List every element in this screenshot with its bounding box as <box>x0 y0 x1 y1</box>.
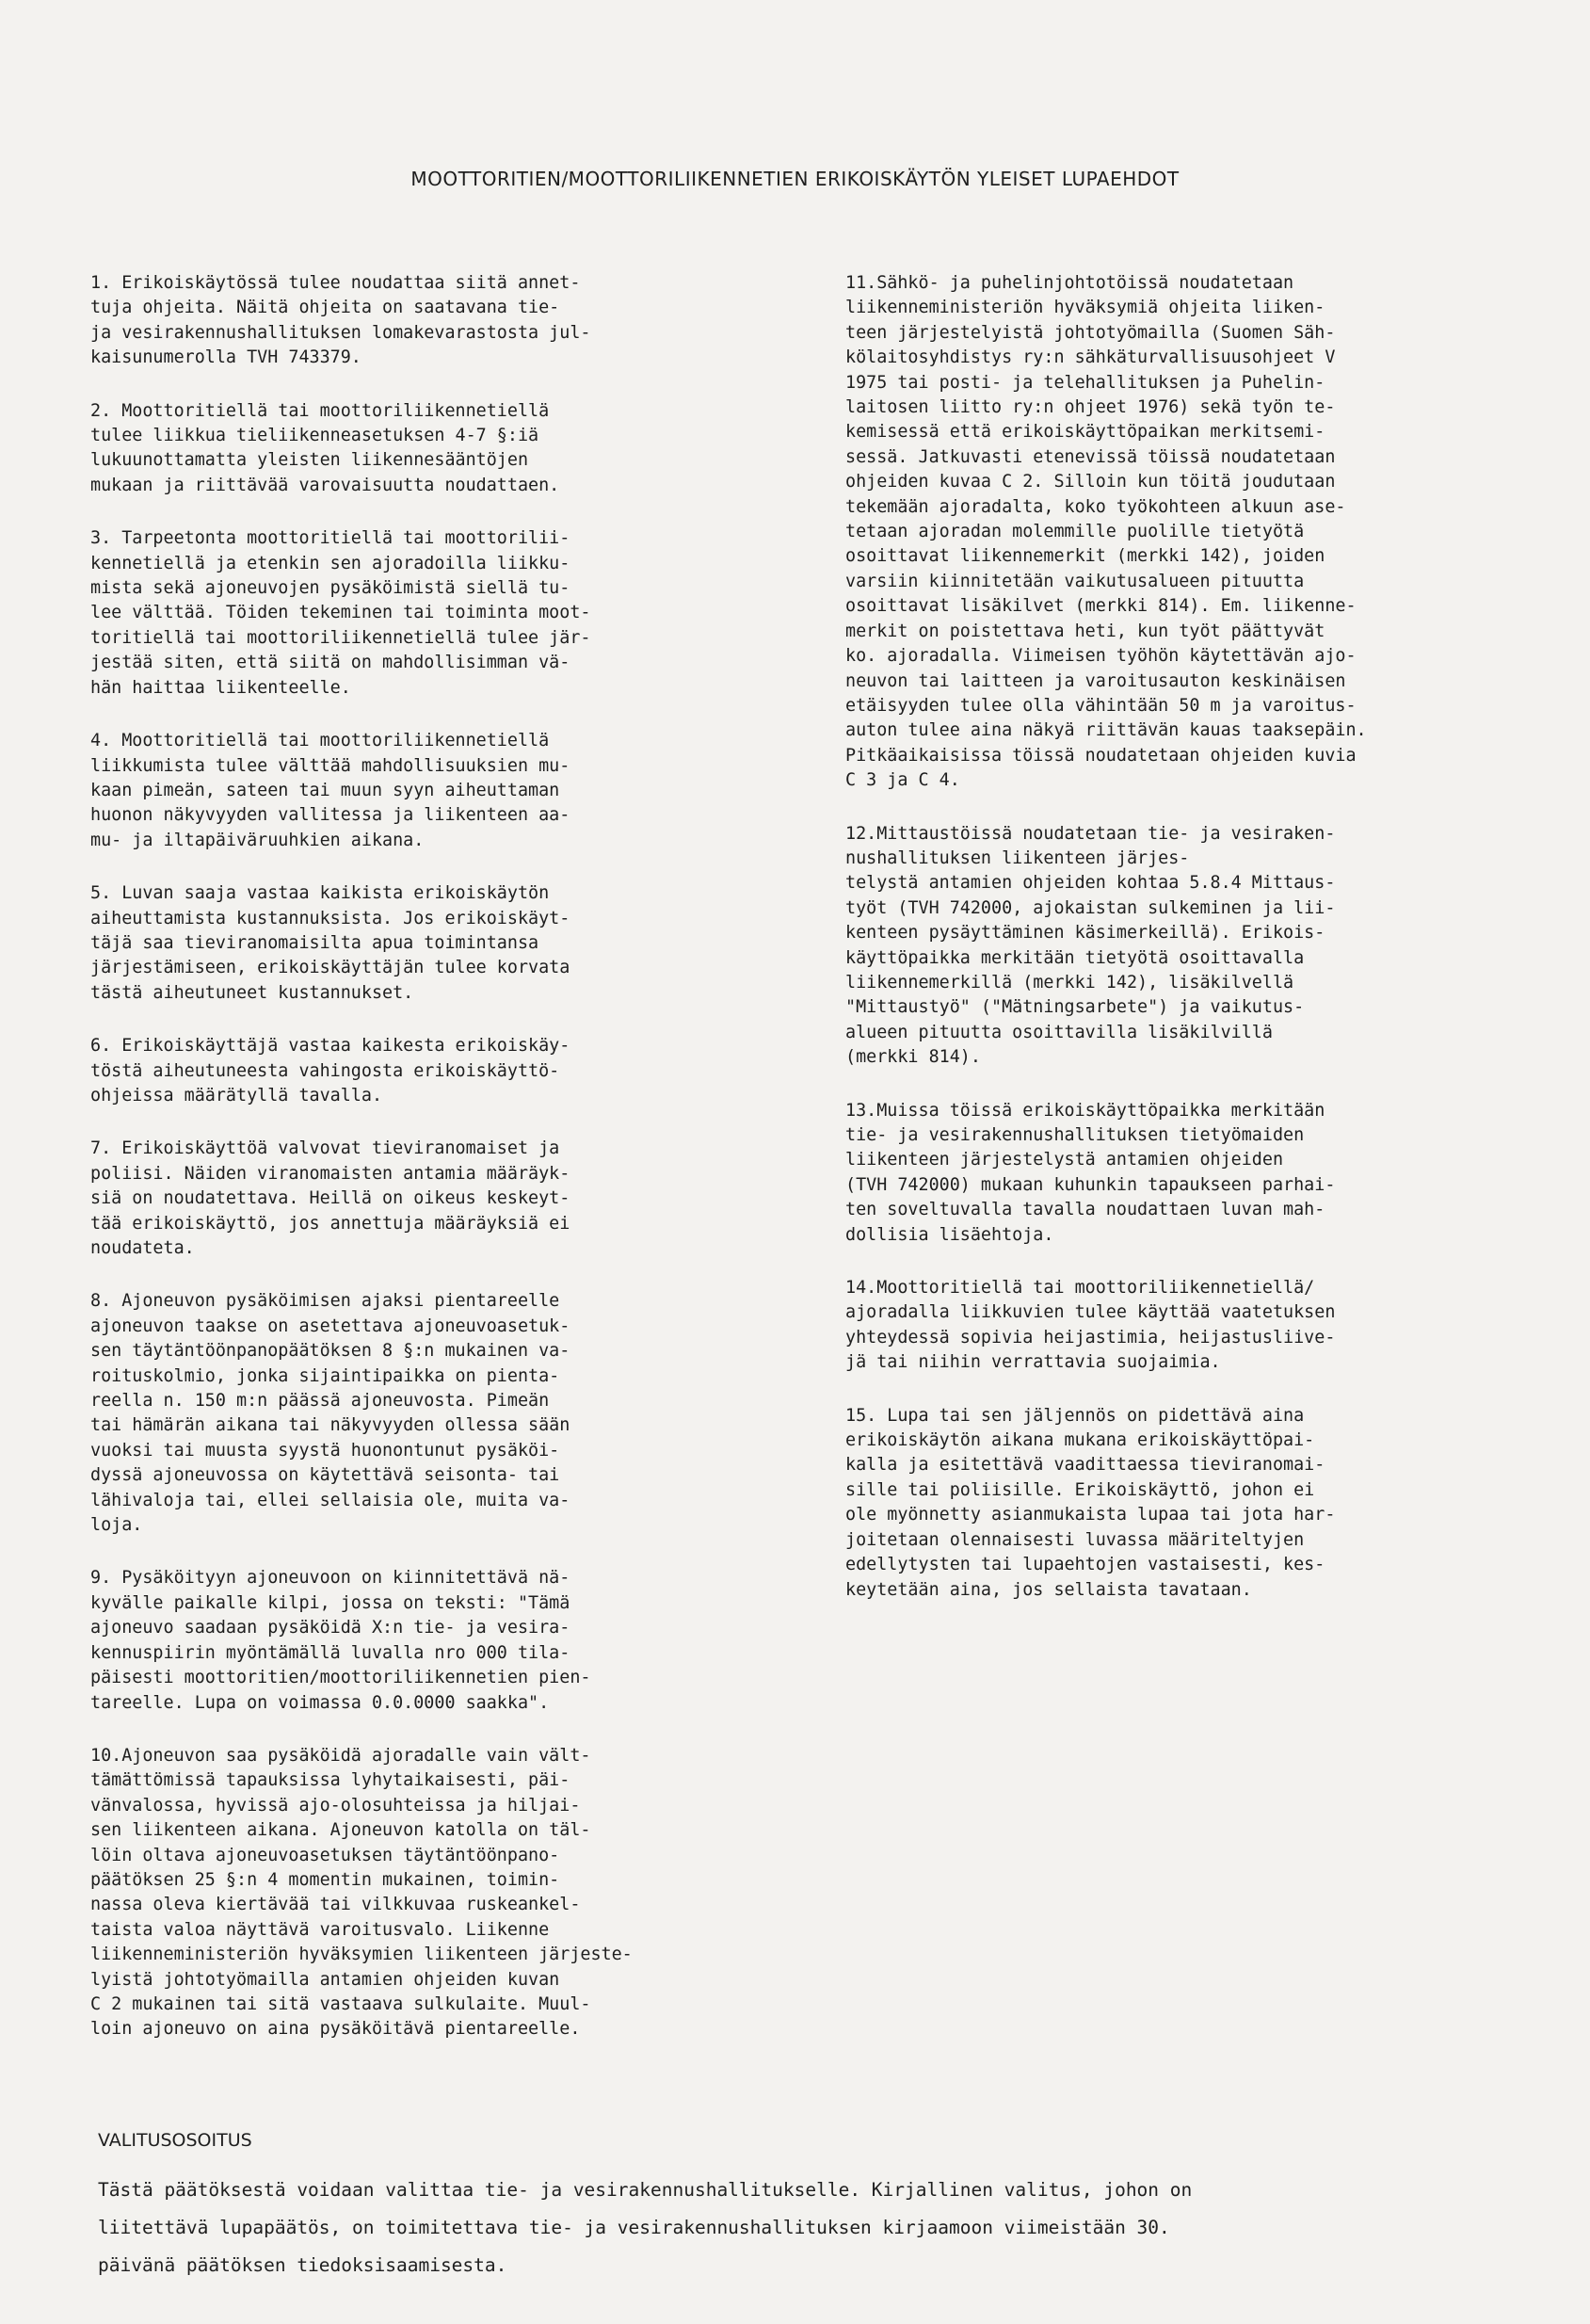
paragraph-14: 14.Moottoritiellä tai moottoriliikennetiellä/ ajoradalla liikkuvien tulee käyttää vaatetuksen yhteydessä sopivia heijastimia, heijastusliive- jä tai niihin verrattavia suojaimia. <box>845 1278 1336 1373</box>
paragraph-15: 15. Lupa tai sen jäljennös on pidettävä aina erikoiskäytön aikana mukana erikoiskäyttöpai- kalla ja esitettävä vaadittaessa tieviranomai- sille tai poliisille. Erikoiskäyttö, johon ei ole myönnetty asianmukaista lupaa tai jota har- joitetaan olennaisesti luvassa määriteltyjen edellytysten tai lupaehtojen vastaisesti, kes- keytetään aina, jos sellaista tavataan. <box>845 1405 1336 1600</box>
paragraph-7: 7. Erikoiskäyttöä valvovat tieviranomaiset ja poliisi. Näiden viranomaisten antamia määräyk- siä on noudatettava. Heillä on oikeus keskeyt- tää erikoiskäyttö, jos annettuja määräyksiä ei noudateta. <box>90 1138 570 1258</box>
paragraph-13: 13.Muissa töissä erikoiskäyttöpaikka merkitään tie- ja vesirakennushallituksen tietyömaiden liikenteen järjestelystä antamien ohjeiden (TVH 742000) mukaan kuhunkin tapaukseen parhai- ten soveltuvalla tavalla noudattaen luvan mah- dollisia lisäehtoja. <box>845 1100 1336 1245</box>
paragraph-12: 12.Mittaustöissä noudatetaan tie- ja vesiraken- nushallituksen liikenteen järjes- telystä antamien ohjeiden kohtaa 5.8.4 Mittaus- työt (TVH 742000, ajokaistan sulkeminen ja lii- kenteen pysäyttäminen käsimerkeillä). Erikois- käyttöpaikka merkitään tietyötä osoittavalla liikennemerkillä (merkki 142), lisäkilvellä "Mittaustyö" ("Mätningsarbete") ja vaikutus- alueen pituutta osoittavilla lisäkilvillä (merkki 814). <box>845 823 1336 1068</box>
paragraph-3: 3. Tarpeetonta moottoritiellä tai moottorilii- kennetiellä ja etenkin sen ajoradoilla liikku- mista sekä ajoneuvojen pysäköimistä siellä tu- lee välttää. Töiden tekeminen tai toiminta moot- toritiellä tai moottoriliikennetiellä tulee jär- jestää siten, että siitä on mahdollisimman vä- hän haittaa liikenteelle. <box>90 528 591 698</box>
paragraph-4: 4. Moottoritiellä tai moottoriliikennetiellä liikkumista tulee välttää mahdollisuuksien mu- kaan pimeän, sateen tai muun syyn aiheuttaman huonon näkyvyyden vallitessa ja liikenteen aa- mu- ja iltapäiväruuhkien aikana. <box>90 731 570 850</box>
appeal-section <box>98 2130 1510 2284</box>
appeal-text: Tästä päätöksestä voidaan valittaa tie- ja vesirakennushallitukselle. Kirjallinen valitus, johon on liitettävä lupapäätös, on toimitettava tie- ja vesirakennushallituksen kirjaamoon viimeistään 30. päivänä päätöksen tiedoksisaamisesta. <box>98 2179 1193 2276</box>
left-column <box>90 271 768 2071</box>
paragraph-5: 5. Luvan saaja vastaa kaikista erikoiskäytön aiheuttamista kustannuksista. Jos erikoiskäyt- täjä saa tieviranomaisilta apua toimintansa järjestämiseen, erikoiskäyttäjän tulee korvata tästä aiheutuneet kustannukset. <box>90 883 570 1003</box>
paragraph-2: 2. Moottoritiellä tai moottoriliikennetiellä tulee liikkua tieliikenneasetuksen 4-7 §:iä lukuunottamatta yleisten liikennesääntöjen mukaan ja riittävää varovaisuutta noudattaen. <box>90 400 560 495</box>
paragraph-8: 8. Ajoneuvon pysäköimisen ajaksi pientareelle ajoneuvon taakse on asetettava ajoneuvoasetuk- sen täytäntöönpanopäätöksen 8 §:n mukainen va- roituskolmio, jonka sijaintipaikka on pienta- reella n. 150 m:n päässä ajoneuvosta. Pimeän tai hämärän aikana tai näkyvyyden ollessa sään vuoksi tai muusta syystä huonontunut pysäköi- dyssä ajoneuvossa on käytettävä seisonta- tai lähivaloja tai, ellei sellaisia ole, muita va- loja. <box>90 1291 570 1536</box>
paragraph-10: 10.Ajoneuvon saa pysäköidä ajoradalle vain vält- tämättömissä tapauksissa lyhytaikaisesti, päi- vänvalossa, hyvissä ajo-olosuhteissa ja hiljai- sen liikenteen aikana. Ajoneuvon katolla on täl- löin oltava ajoneuvoasetuksen täytäntöönpano- päätöksen 25 §:n 4 momentin mukainen, toimin- nassa oleva kiertävää tai vilkkuvaa ruskeankel- taista valoa näyttävä varoitusvalo. Liikenne liikenneministeriön hyväksymien liikenteen järjeste- lyistä johtotyömailla antamien ohjeiden kuvan C 2 mukainen tai sitä vastaava sulkulaite. Muul- loin ajoneuvo on aina pysäköitävä pientareelle. <box>90 1745 633 2040</box>
right-column <box>845 271 1523 1631</box>
paragraph-11: 11.Sähkö- ja puhelinjohtotöissä noudatetaan liikenneministeriön hyväksymiä ohjeita liiken- teen järjestelyistä johtotyömailla (Suomen Säh- kölaitosyhdistys ry:n sähkäturvallisuusohjeet V 1975 tai posti- ja telehallituksen ja Puhelin- laitosen liitto ry:n ohjeet 1976) sekä työn te- kemisessä että erikoiskäyttöpaikan merkitsemi- sessä. Jatkuvasti etenevissä töissä noudatetaan ohjeiden kuvaa C 2. Silloin kun töitä joudutaan tekemään ajoradalta, koko työkohteen alkuun ase- tetaan ajoradan molemmille puolille tietyötä osoittavat liikennemerkit (merkki 142), joiden varsiin kiinnitetään vaikutusalueen pituutta osoittavat lisäkilvet (merkki 814). Em. liikenne- merkit on poistettava heti, kun työt päättyvät ko. ajoradalla. Viimeisen työhön käytettävän ajo- neuvon tai laitteen ja varoitusauton keskinäisen etäisyyden tulee olla vähintään 50 m ja varoitus- auton tulee aina näkyä riittävän kauas taaksepäin. Pitkäaikaisissa töissä noudatetaan ohjeiden kuvia C 3 ja C 4. <box>845 273 1367 791</box>
paragraph-1: 1. Erikoiskäytössä tulee noudattaa siitä annet- tuja ohjeita. Näitä ohjeita on saatavana tie- ja vesirakennushallituksen lomakevarastosta jul- kaisunumerolla TVH 743379. <box>90 273 591 368</box>
document-title: MOOTTORITIEN/MOOTTORILIIKENNETIEN ERIKOISKÄYTÖN YLEISET LUPAEHDOT <box>410 168 1180 190</box>
appeal-heading: VALITUSOSOITUS <box>98 2130 252 2151</box>
paragraph-9: 9. Pysäköityyn ajoneuvoon on kiinnitettävä nä- kyvälle paikalle kilpi, jossa on teksti: "Tämä ajoneuvo saadaan pysäköidä X:n tie- ja vesira- kennuspiirin myöntämällä luvalla nro 000 tila- päisesti moottoritien/moottoriliikennetien pien- tareelle. Lupa on voimassa 0.0.0000 saakka". <box>90 1568 591 1713</box>
paragraph-6: 6. Erikoiskäyttäjä vastaa kaikesta erikoiskäy- töstä aiheutuneesta vahingosta erikoiskäyttö- ohjeissa määrätyllä tavalla. <box>90 1036 570 1106</box>
